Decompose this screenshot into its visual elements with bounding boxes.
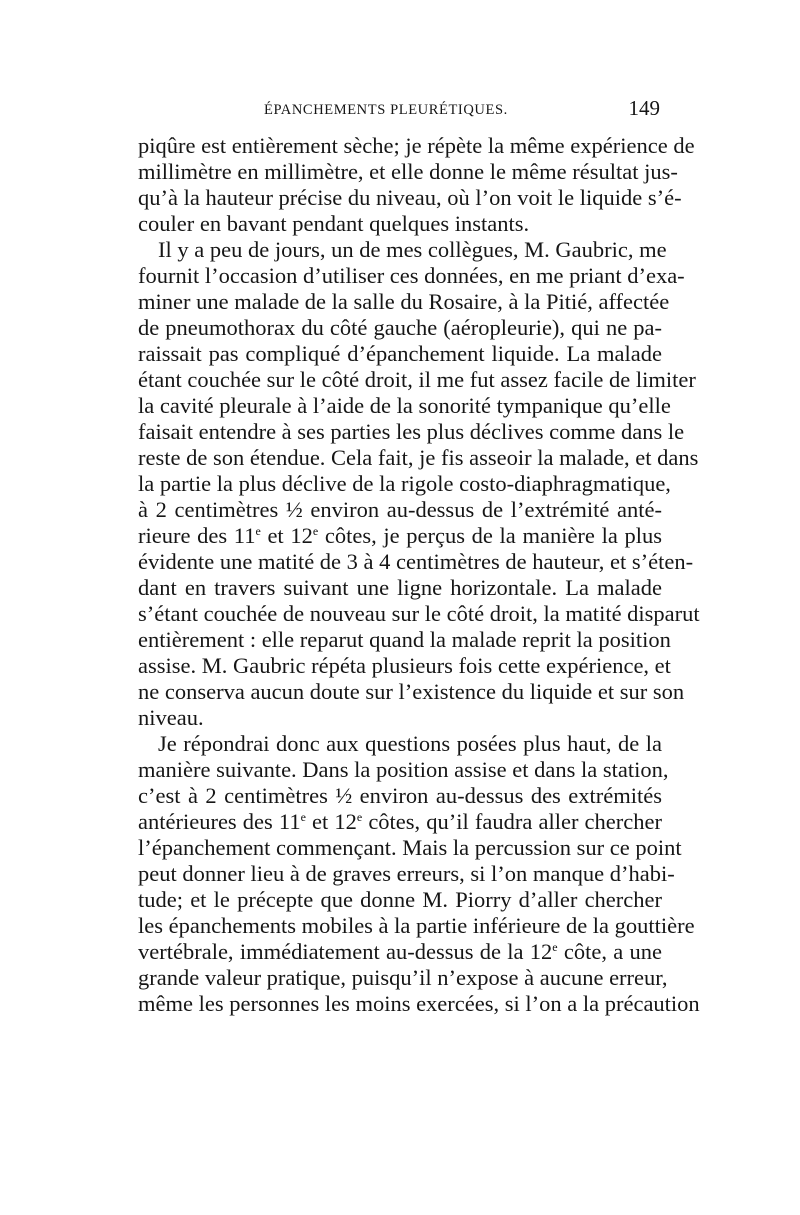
text-segment: antérieures des 11	[138, 809, 301, 834]
paragraph-start-line: Je répondrai donc aux questions posées plus haut, de la	[158, 731, 662, 756]
text-line: ne conserva aucun doute sur l’existence du liquide et sur son	[138, 679, 685, 704]
text-line: les épanchements mobiles à la partie inférieure de la gouttière	[138, 913, 695, 938]
text-line: étant couchée sur le côté droit, il me fut assez facile de limiter	[138, 367, 696, 392]
text-segment: à 2 centimètres	[138, 497, 286, 522]
text-line: reste de son étendue. Cela fait, je fis asseoir la malade, et dans	[138, 445, 699, 470]
ordinal-superscript: e	[356, 810, 363, 824]
page-number: 149	[628, 96, 660, 120]
text-segment: c’est à 2 centimètres	[138, 783, 336, 808]
text-line: évidente une matité de 3 à 4 centimètres de hauteur, et s’éten-	[138, 549, 694, 574]
text-segment: côtes, qu’il faudra aller chercher	[362, 809, 662, 834]
text-line	[138, 522, 662, 549]
text-segment: environ au-dessus des extrémités	[352, 783, 662, 808]
text-line: la partie la plus déclive de la rigole costo-diaphragmatique,	[138, 471, 671, 496]
text-line	[138, 808, 662, 835]
text-line	[138, 938, 662, 965]
text-line: piqûre est entièrement sèche; je répète la même expérience de	[138, 133, 695, 158]
text-line: millimètre en millimètre, et elle donne le même résultat jus-	[138, 159, 678, 184]
page-header	[138, 96, 662, 126]
text-line: manière suivante. Dans la position assise et dans la station,	[138, 757, 669, 782]
text-segment: vertébrale, immédiatement au-dessus de la 12	[138, 939, 553, 964]
text-line: peut donner lieu à de graves erreurs, si l’on manque d’habi-	[138, 861, 675, 886]
text-line: faisait entendre à ses parties les plus déclives comme dans le	[138, 419, 685, 444]
text-line: fournit l’occasion d’utiliser ces données, en me priant d’exa-	[138, 263, 685, 288]
ordinal-superscript: e	[312, 524, 319, 538]
text-line: de pneumothorax du côté gauche (aéropleurie), qui ne pa-	[138, 315, 662, 340]
paragraph-start-line: Il y a peu de jours, un de mes collègues, M. Gaubric, me	[158, 237, 667, 262]
text-line	[138, 782, 662, 809]
ordinal-superscript: e	[552, 940, 558, 954]
text-line: la cavité pleurale à l’aide de la sonorité tympanique qu’elle	[138, 393, 671, 418]
text-line	[138, 496, 662, 523]
text-segment: et 12	[305, 809, 357, 834]
running-title: ÉPANCHEMENTS PLEURÉTIQUES.	[264, 102, 508, 118]
text-line: couler en bavant pendant quelques instants.	[138, 211, 530, 236]
text-segment: côte, a une	[557, 939, 662, 964]
text-line: s’étant couchée de nouveau sur le côté droit, la matité disparut	[138, 601, 700, 626]
text-line: même les personnes les moins exercées, si l’on a la précaution	[138, 991, 700, 1016]
text-line: qu’à la hauteur précise du niveau, où l’on voit le liquide s’é-	[138, 185, 682, 210]
text-line: assise. M. Gaubric répéta plusieurs fois cette expérience, et	[138, 653, 671, 678]
fraction-half: ½	[285, 497, 303, 522]
text-line: l’épanchement commençant. Mais la percussion sur ce point	[138, 835, 682, 860]
text-line: raissait pas compliqué d’épanchement liquide. La malade	[138, 341, 662, 366]
text-line: entièrement : elle reparut quand la malade reprit la position	[138, 627, 671, 652]
text-segment: environ au-dessus de l’extrémité anté-	[302, 497, 663, 522]
text-segment: et 12	[260, 523, 313, 548]
ordinal-superscript: e	[300, 810, 306, 824]
ordinal-superscript: e	[255, 524, 261, 538]
fraction-half: ½	[335, 783, 353, 808]
text-line: grande valeur pratique, puisqu’il n’expose à aucune erreur,	[138, 965, 668, 990]
text-segment: rieure des 11	[138, 523, 256, 548]
text-line: miner une malade de la salle du Rosaire, à la Pitié, affectée	[138, 289, 670, 314]
text-line: dant en travers suivant une ligne horizontale. La malade	[138, 575, 662, 600]
text-line: tude; et le précepte que donne M. Piorry d’aller chercher	[138, 887, 662, 912]
text-line: niveau.	[138, 705, 204, 730]
text-segment: côtes, je perçus de la manière la plus	[318, 523, 662, 548]
